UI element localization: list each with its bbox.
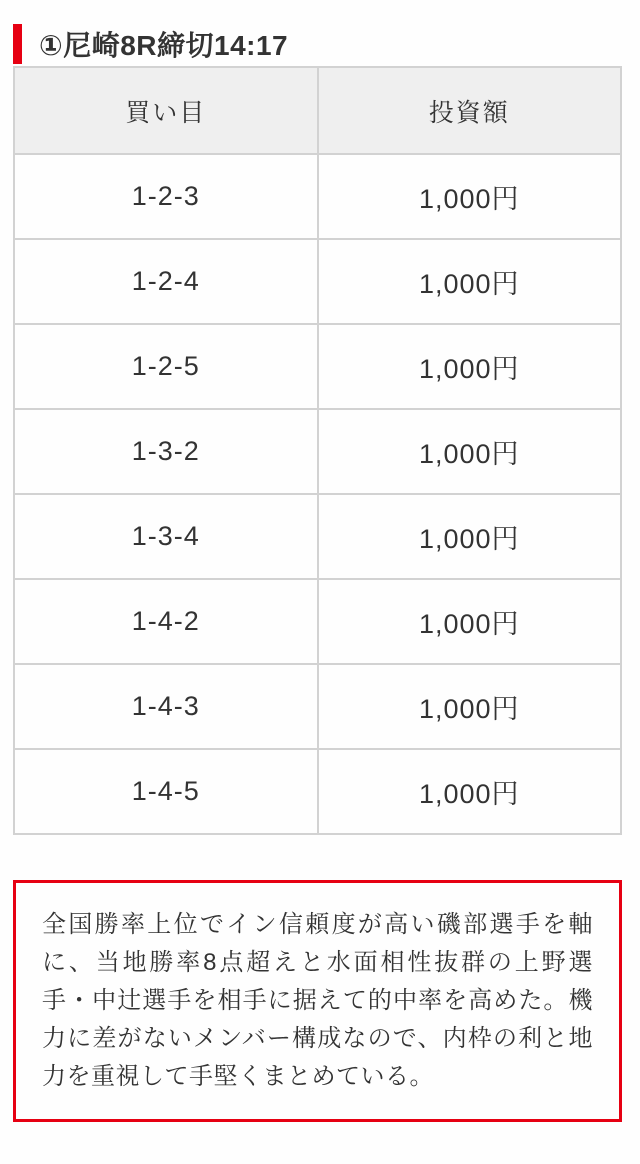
table-row (14, 239, 621, 324)
bet-combination-cell: 1-3-2 (14, 409, 318, 494)
race-comment-box (13, 880, 622, 1122)
bet-combination-cell: 1-4-5 (14, 749, 318, 834)
column-header-kaime: 買い目 (14, 67, 318, 154)
table-row (14, 409, 621, 494)
table-row (14, 154, 621, 239)
bet-combination-cell: 1-2-5 (14, 324, 318, 409)
table-row (14, 749, 621, 834)
bet-amount-cell: 1,000円 (318, 749, 622, 834)
bet-amount-cell: 1,000円 (318, 494, 622, 579)
page-content (13, 24, 622, 1122)
bets-table (13, 66, 622, 835)
table-row (14, 324, 621, 409)
bet-amount-cell: 1,000円 (318, 154, 622, 239)
column-header-amount: 投資額 (318, 67, 622, 154)
table-header-row (14, 67, 621, 154)
table-row (14, 664, 621, 749)
bet-combination-cell: 1-4-2 (14, 579, 318, 664)
table-row (14, 494, 621, 579)
race-title-row (13, 24, 622, 64)
table-row (14, 579, 621, 664)
bet-amount-cell: 1,000円 (318, 239, 622, 324)
bet-combination-cell: 1-2-4 (14, 239, 318, 324)
race-comment-text: 全国勝率上位でイン信頼度が高い磯部選手を軸に、当地勝率8点超えと水面相性抜群の上野選手・中辻選手を相手に据えて的中率を高めた。機力に差がないメンバー構成なので、内枠の利と地力を重視して手堅くまとめている。 (42, 911, 593, 1090)
bet-amount-cell: 1,000円 (318, 579, 622, 664)
bet-amount-cell: 1,000円 (318, 324, 622, 409)
bet-combination-cell: 1-3-4 (14, 494, 318, 579)
bet-combination-cell: 1-2-3 (14, 154, 318, 239)
bet-combination-cell: 1-4-3 (14, 664, 318, 749)
title-accent-bar (13, 24, 22, 64)
bet-amount-cell: 1,000円 (318, 409, 622, 494)
page-title: ①尼崎8R締切14:17 (39, 30, 289, 61)
bet-amount-cell: 1,000円 (318, 664, 622, 749)
